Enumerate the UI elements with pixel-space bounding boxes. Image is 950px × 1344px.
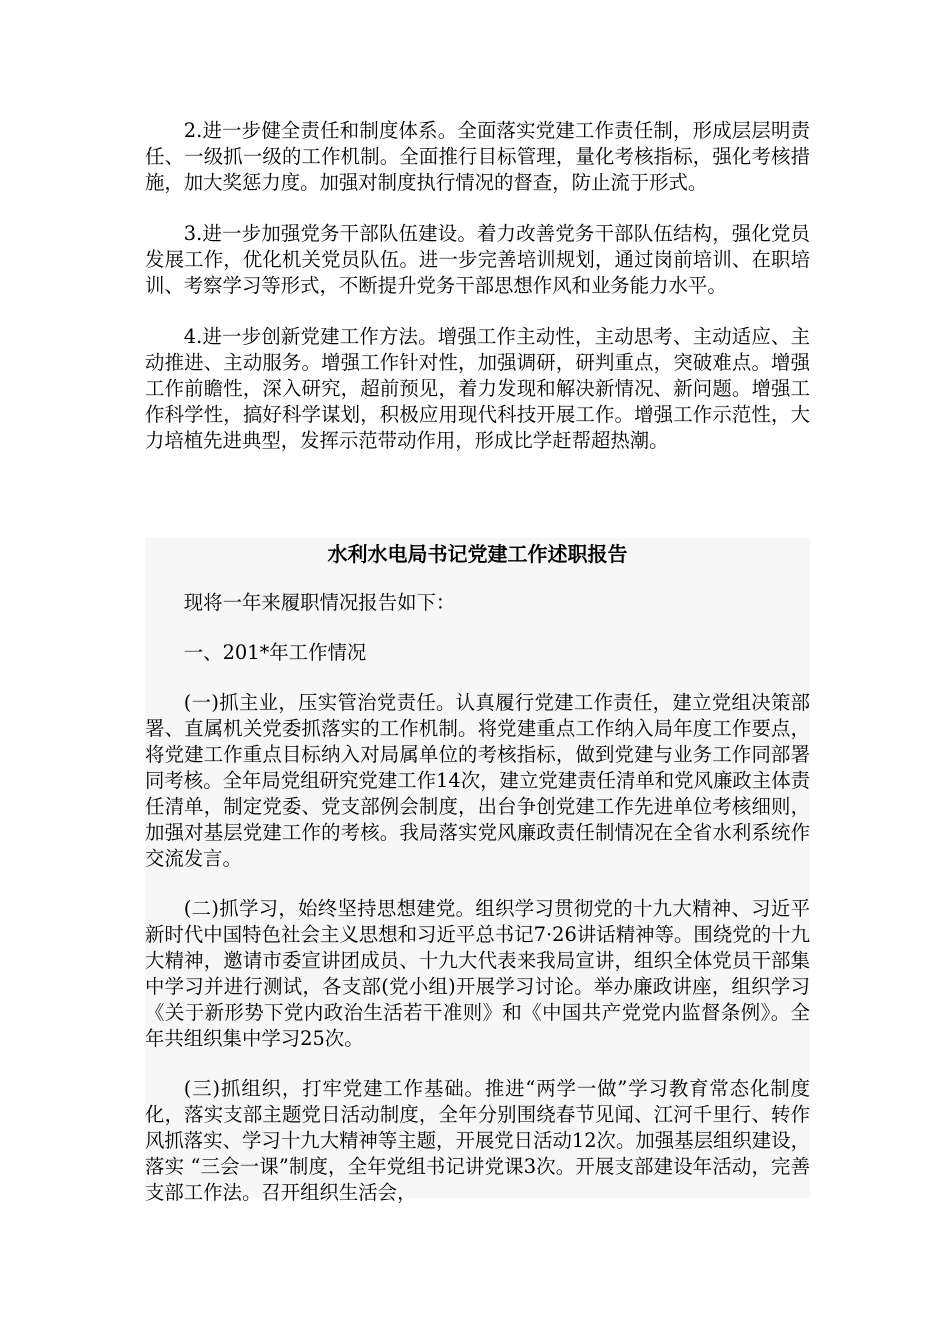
report-heading-1: 一、201*年工作情况 [183,641,367,664]
report-paragraph-2: (二)抓学习，始终坚持思想建党。组织学习贯彻党的十九大精神、习近平新时代中国特色社会主义思想和习近平总书记7·26讲话精神等。围绕党的十九大精神，邀请市委宣讲团成员、十九大代表来我局宣讲，组织全体党员干部集中学习并进行测试，各支部(党小组)开展学习讨论。举办廉政讲座，组织学习《关于新形势下党内政治生活若干准则》和《中国共产党党内监督条例》。全年共组织集中学习25次。 [145,897,810,1050]
report-paragraph-1: (一)抓主业，压实管治党责任。认真履行党建工作责任，建立党组决策部署、直属机关党委抓落实的工作机制。将党建重点工作纳入局年度工作要点，将党建工作重点目标纳入对局属单位的考核指标，做到党建与业务工作同部署同考核。全年局党组研究党建工作14次，建立党建责任清单和党风廉政主体责任清单，制定党委、党支部例会制度，出台争创党建工作先进单位考核细则，加强对基层党建工作的考核。我局落实党风廉政责任制情况在全省水利系统作交流发言。 [145,691,810,870]
paragraph-measure-3: 3.进一步加强党务干部队伍建设。着力改善党务干部队伍结构，强化党员发展工作，优化机关党员队伍。进一步完善培训规划，通过岗前培训、在职培训、考察学习等形式，不断提升党务干部思想作风和业务能力水平。 [145,222,810,297]
paragraph-measure-2: 2.进一步健全责任和制度体系。全面落实党建工作责任制，形成层层明责任、一级抓一级的工作机制。全面推行目标管理，量化考核指标，强化考核措施，加大奖惩力度。加强对制度执行情况的督查，防止流于形式。 [145,119,810,194]
paragraph-measure-4: 4.进一步创新党建工作方法。增强工作主动性，主动思考、主动适应、主动推进、主动服务。增强工作针对性，加强调研，研判重点，突破难点。增强工作前瞻性，深入研究，超前预见，着力发现和解决新情况、新问题。增强工作科学性，搞好科学谋划，积极应用现代科技开展工作。增强工作示范性，大力培植先进典型，发挥示范带动作用，形成比学赶帮超热潮。 [145,325,810,452]
report-paragraph-3: (三)抓组织，打牢党建工作基础。推进“两学一做”学习教育常态化制度化，落实支部主题党日活动制度，全年分别围绕春节见闻、江河千里行、转作风抓落实、学习十九大精神等主题，开展党日活动12次。加强基层组织建设，落实 “三会一课”制度，全年党组书记讲党课3次。开展支部建设年活动，完善支部工作法。召开组织生活会， [145,1077,810,1204]
report-section [145,540,810,1206]
report-intro: 现将一年来履职情况报告如下： [183,591,456,614]
report-title: 水利水电局书记党建工作述职报告 [327,542,628,566]
document-section-measures [145,118,810,454]
